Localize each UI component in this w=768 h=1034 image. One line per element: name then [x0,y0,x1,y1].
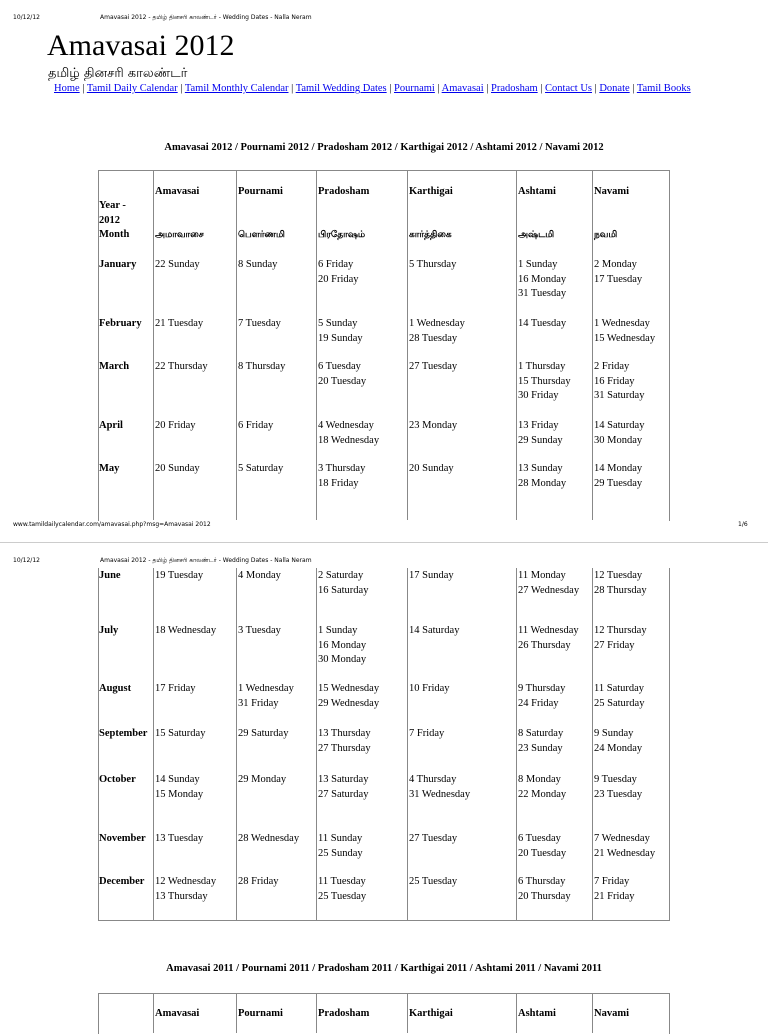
month-label-february: February [99,318,142,329]
col-header-ashtami-2011: Ashtami [518,1008,556,1019]
date-cell-october-navami: 9 Tuesday 23 Tuesday [594,774,643,800]
date-cell-february-karthigai: 1 Wednesday 28 Tuesday [409,318,465,344]
date-cell-may-ashtami: 13 Sunday 28 Monday [518,463,567,489]
col-header-ashtami: Ashtami [518,186,556,197]
date-cell-november-karthigai: 27 Tuesday [409,833,458,844]
date-cell-august-pournami: 1 Wednesday 31 Friday [238,683,294,709]
col-header-navami: Navami [594,186,629,197]
section-heading-2012: Amavasai 2012 / Pournami 2012 / Pradosham 2012 / Karthigai 2012 / Ashtami 2012 / Navami 2012 [164,142,604,153]
date-cell-march-pradosham: 6 Tuesday 20 Tuesday [318,361,367,387]
page-title: Amavasai 2012 [47,29,235,62]
date-cell-april-karthigai: 23 Monday [409,420,458,431]
col-divider [592,568,593,920]
nav-tamil-monthly-calendar[interactable]: Tamil Monthly Calendar [184,83,289,94]
col-divider [236,993,237,1033]
col-header-amavasai: Amavasai [155,186,200,197]
nav-donate[interactable]: Donate [599,83,630,94]
col-divider [153,993,154,1033]
month-label-january: January [99,259,137,270]
date-cell-june-pradosham: 2 Saturday 16 Saturday [318,570,369,596]
col-header-pournami-tamil: பௌர்ணமி [238,230,285,240]
date-cell-november-amavasai: 13 Tuesday [155,833,204,844]
col-header-pournami-2011: Pournami [238,1008,283,1019]
col-divider [407,993,408,1033]
col-header-amavasai-2011: Amavasai [155,1008,200,1019]
month-label-september: September [99,728,148,739]
date-cell-january-ashtami: 1 Sunday 16 Monday 31 Tuesday [518,259,567,299]
print-page-number: 1/6 [738,521,748,528]
nav-amavasai[interactable]: Amavasai [441,83,484,94]
nav-pournami[interactable]: Pournami [394,83,435,94]
date-cell-may-navami: 14 Monday 29 Tuesday [594,463,643,489]
date-cell-august-karthigai: 10 Friday [409,683,450,694]
nav-tamil-wedding-dates[interactable]: Tamil Wedding Dates [295,83,387,94]
month-label-june: June [99,570,121,581]
col-header-pradosham-2011: Pradosham [318,1008,370,1019]
nav-tamil-books[interactable]: Tamil Books [636,83,691,94]
col-header-navami-2011: Navami [594,1008,629,1019]
col-header-karthigai: Karthigai [409,186,453,197]
year-label: Year - 2012 Month [99,200,130,240]
print-title: Amavasai 2012 - தமிழ் தினசரி காலண்டர் - Wedding Dates - Nalla Neram [100,14,312,21]
date-cell-july-navami: 12 Thursday 27 Friday [594,625,647,651]
date-cell-july-karthigai: 14 Saturday [409,625,460,636]
section-heading-2011: Amavasai 2011 / Pournami 2011 / Pradosham 2011 / Karthigai 2011 / Ashtami 2011 / Navami 2011 [166,963,602,974]
nav-pradosham[interactable]: Pradosham [491,83,538,94]
date-cell-january-pradosham: 6 Friday 20 Friday [318,259,359,285]
nav-home[interactable]: Home [54,83,80,94]
date-cell-october-pradosham: 13 Saturday 27 Saturday [318,774,369,800]
print-title: Amavasai 2012 - தமிழ் தினசரி காலண்டர் - Wedding Dates - Nalla Neram [100,557,312,564]
date-cell-july-amavasai: 18 Wednesday [155,625,217,636]
date-cell-november-pournami: 28 Wednesday [238,833,300,844]
date-cell-september-pournami: 29 Saturday [238,728,289,739]
date-cell-december-navami: 7 Friday 21 Friday [594,876,635,902]
date-cell-february-amavasai: 21 Tuesday [155,318,204,329]
date-cell-november-pradosham: 11 Sunday 25 Sunday [318,833,363,859]
page-subtitle: தமிழ் தினசரி காலண்டர் [48,66,188,81]
date-cell-october-amavasai: 14 Sunday 15 Monday [155,774,204,800]
date-cell-april-ashtami: 13 Friday 29 Sunday [518,420,563,446]
month-label-december: December [99,876,145,887]
calendar-table-2012-page2 [98,568,670,921]
col-divider [516,993,517,1033]
date-cell-september-ashtami: 8 Saturday 23 Sunday [518,728,564,754]
month-label-october: October [99,774,136,785]
date-cell-september-karthigai: 7 Friday [409,728,445,739]
col-divider [153,568,154,920]
date-cell-december-karthigai: 25 Tuesday [409,876,458,887]
col-divider [153,170,154,520]
col-header-karthigai-2011: Karthigai [409,1008,453,1019]
month-label-november: November [99,833,146,844]
print-date: 10/12/12 [13,14,40,21]
month-label-august: August [99,683,132,694]
date-cell-november-ashtami: 6 Tuesday 20 Tuesday [518,833,567,859]
nav-tamil-daily-calendar[interactable]: Tamil Daily Calendar [86,83,178,94]
month-label-march: March [99,361,130,372]
col-divider [236,170,237,520]
col-header-ashtami-tamil: அஷ்டமி [518,230,555,240]
col-divider [592,170,593,520]
date-cell-march-karthigai: 27 Tuesday [409,361,458,372]
date-cell-march-amavasai: 22 Thursday [155,361,208,372]
date-cell-october-pournami: 29 Monday [238,774,287,785]
date-cell-june-pournami: 4 Monday [238,570,281,581]
date-cell-november-navami: 7 Wednesday 21 Wednesday [594,833,656,859]
date-cell-january-pournami: 8 Sunday [238,259,278,270]
date-cell-august-ashtami: 9 Thursday 24 Friday [518,683,566,709]
date-cell-july-ashtami: 11 Wednesday 26 Thursday [518,625,579,651]
top-nav: Home | Tamil Daily Calendar | Tamil Monthly Calendar | Tamil Wedding Dates | Pournami | Amavasai | Pradosham | Contact Us | Donate | Tamil Books [54,83,691,94]
date-cell-july-pradosham: 1 Sunday 16 Monday 30 Monday [318,625,367,665]
date-cell-august-navami: 11 Saturday 25 Saturday [594,683,645,709]
col-header-amavasai-tamil: அமாவாசை [155,230,204,240]
month-label-may: May [99,463,120,474]
date-cell-august-pradosham: 15 Wednesday 29 Wednesday [318,683,380,709]
date-cell-april-pournami: 6 Friday [238,420,274,431]
date-cell-march-ashtami: 1 Thursday 15 Thursday 30 Friday [518,361,571,401]
date-cell-august-amavasai: 17 Friday [155,683,196,694]
col-divider [516,568,517,920]
col-header-navami-tamil: நவமி [594,230,618,240]
date-cell-october-ashtami: 8 Monday 22 Monday [518,774,567,800]
date-cell-january-karthigai: 5 Thursday [409,259,457,270]
date-cell-september-pradosham: 13 Thursday 27 Thursday [318,728,371,754]
col-header-pradosham: Pradosham [318,186,370,197]
date-cell-june-amavasai: 19 Tuesday [155,570,204,581]
date-cell-march-navami: 2 Friday 16 Friday 31 Saturday [594,361,645,401]
col-divider [316,170,317,520]
date-cell-february-ashtami: 14 Tuesday [518,318,567,329]
date-cell-december-pradosham: 11 Tuesday 25 Tuesday [318,876,367,902]
date-cell-may-karthigai: 20 Sunday [409,463,454,474]
date-cell-april-navami: 14 Saturday 30 Monday [594,420,645,446]
date-cell-december-ashtami: 6 Thursday 20 Thursday [518,876,571,902]
col-header-pradosham-tamil: பிரதோஷம் [318,230,366,240]
date-cell-july-pournami: 3 Tuesday [238,625,281,636]
month-label-july: July [99,625,119,636]
col-divider [316,993,317,1033]
col-divider [592,993,593,1033]
date-cell-september-amavasai: 15 Saturday [155,728,206,739]
print-url: www.tamildailycalendar.com/amavasai.php?msg=Amavasai 2012 [13,521,211,528]
col-header-karthigai-tamil: கார்த்திகை [409,230,452,240]
date-cell-april-amavasai: 20 Friday [155,420,196,431]
date-cell-december-amavasai: 12 Wednesday 13 Thursday [155,876,217,902]
date-cell-may-amavasai: 20 Sunday [155,463,200,474]
date-cell-june-ashtami: 11 Monday 27 Wednesday [518,570,580,596]
date-cell-april-pradosham: 4 Wednesday 18 Wednesday [318,420,380,446]
date-cell-october-karthigai: 4 Thursday 31 Wednesday [409,774,471,800]
nav-contact-us[interactable]: Contact Us [545,83,592,94]
col-divider [516,170,517,520]
date-cell-february-pradosham: 5 Sunday 19 Sunday [318,318,363,344]
col-divider [316,568,317,920]
print-date: 10/12/12 [13,557,40,564]
date-cell-january-navami: 2 Monday 17 Tuesday [594,259,643,285]
date-cell-may-pradosham: 3 Thursday 18 Friday [318,463,366,489]
col-header-pournami: Pournami [238,186,283,197]
date-cell-september-navami: 9 Sunday 24 Monday [594,728,643,754]
page-break [0,542,768,543]
date-cell-january-amavasai: 22 Sunday [155,259,200,270]
date-cell-february-navami: 1 Wednesday 15 Wednesday [594,318,656,344]
date-cell-march-pournami: 8 Thursday [238,361,286,372]
date-cell-june-navami: 12 Tuesday 28 Thursday [594,570,647,596]
col-divider [407,170,408,520]
col-divider [407,568,408,920]
date-cell-february-pournami: 7 Tuesday [238,318,281,329]
date-cell-may-pournami: 5 Saturday [238,463,284,474]
date-cell-december-pournami: 28 Friday [238,876,279,887]
month-label-april: April [99,420,123,431]
date-cell-june-karthigai: 17 Sunday [409,570,454,581]
col-divider [236,568,237,920]
